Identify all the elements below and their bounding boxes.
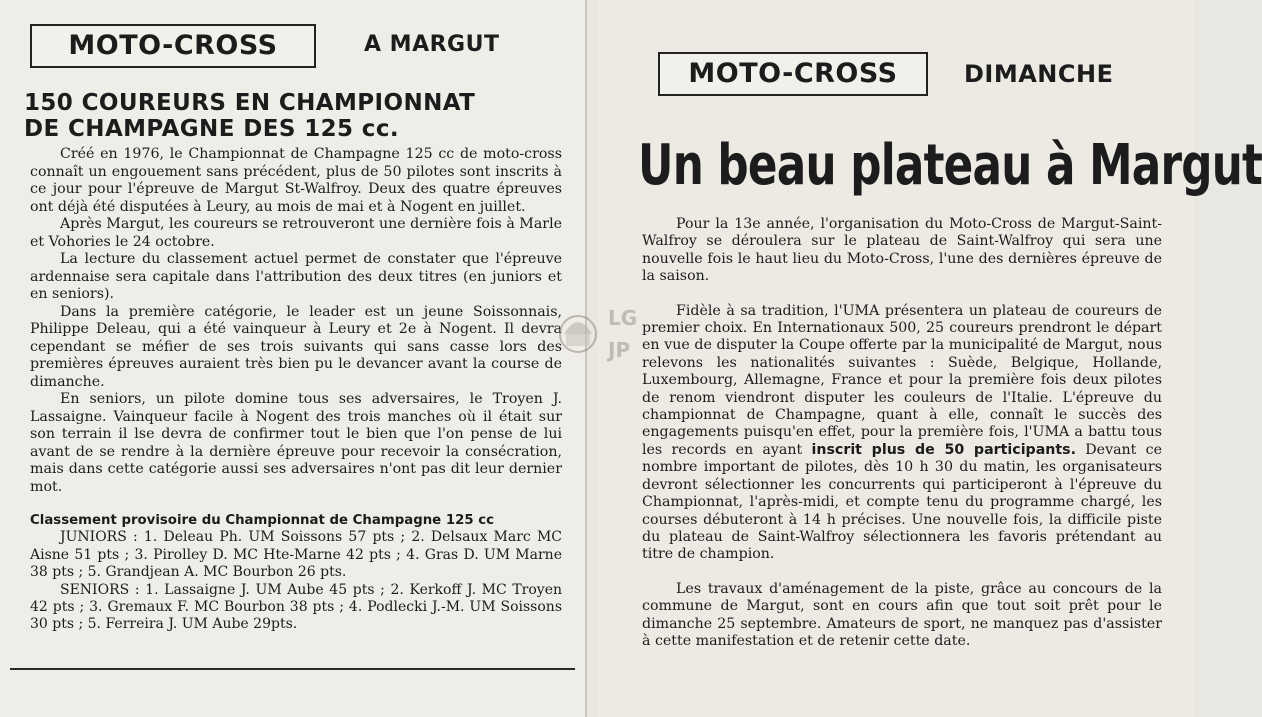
- left-paragraph: Créé en 1976, le Championnat de Champagne 125 cc de moto-cross connaît un engouement sans précédent, plus de 50 pilotes sont inscrits à ce jour pour l'épreuve de Margut St-Walfroy. Deux des quatre épreuves ont déjà été disputées à Leury, au mois de mai et à Nogent en juillet.: [30, 146, 562, 215]
- left-paragraph: Après Margut, les coureurs se retrouveront une dernière fois à Marle et Vohories le 24 octobre.: [30, 216, 562, 250]
- right-paragraph-2: [642, 303, 1162, 564]
- left-headline-line1: 150 COUREURS EN CHAMPIONNAT: [24, 90, 476, 116]
- bleed-through-text: [120, 676, 540, 698]
- left-article: [30, 146, 562, 496]
- left-paragraph: En seniors, un pilote domine tous ses adversaires, le Troyen J. Lassaigne. Vainqueur facile à Nogent des trois manches où il était sur son terrain il lse devra de confirmer tout le bien que l'on pense de lui avant de se rendre à la dernière épreuve pour recevoir la consécration, mais dans cette catégorie aussi ses adversaires n'ont pas dit leur dernier mot.: [30, 391, 562, 495]
- right-paragraph-3: Les travaux d'aménagement de la piste, grâce au concours de la commune de Margut, sont en cours afin que tout soit prêt pour le dimanche 25 septembre. Amateurs de sport, ne manquez pas d'assister à cette manifestation et de retenir cette date.: [642, 580, 1162, 649]
- left-headline-line2: DE CHAMPAGNE DES 125 cc.: [24, 116, 400, 142]
- right-paragraph-1: Pour la 13e année, l'organisation du Moto-Cross de Margut-Saint-Walfroy se déroulera sur le plateau de Saint-Walfroy qui sera une nouvelle fois le haut lieu du Moto-Cross, l'une des dernières épreuve de la saison.: [642, 216, 1162, 285]
- left-paragraph: Dans la première catégorie, le leader est un jeune Soissonnais, Philippe Deleau, qui a été vainqueur à Leury et 2e à Nogent. Il devra cependant se méfier de ses trois suivants qui sans casse lors des premières épreuves auraient très bien pu le devancer avant la course de dimanche.: [30, 303, 562, 390]
- participants-highlight: inscrit plus de 50 participants.: [811, 441, 1076, 458]
- right-box-title: MOTO-CROSS: [658, 52, 928, 96]
- left-paragraph: La lecture du classement actuel permet de constater que l'épreuve ardennaise sera capitale dans l'attribution des deux titres (en juniors et en seniors).: [30, 251, 562, 302]
- stamp-letters-bottom: JP: [608, 338, 631, 362]
- stamp-letters-top: LG: [608, 306, 638, 330]
- right-paragraph-2-part-b: Devant ce nombre important de pilotes, dès 10 h 30 du matin, les organisateurs devront sélectionner les concurrents qui participeront à l'épreuve du Championnat, l'après-midi, et compte tenu du programme chargé, les courses débuteront à 14 h précises. Une nouvelle fois, la difficile piste du plateau de Saint-Walfroy sélectionnera les favoris prétendant au titre de champion.: [642, 441, 1163, 563]
- standings-title: Classement provisoire du Championnat de Champagne 125 cc: [30, 513, 494, 528]
- standings-juniors: JUNIORS : 1. Deleau Ph. UM Soissons 57 pts ; 2. Delsaux Marc MC Aisne 51 pts ; 3. Pirolley D. MC Hte-Marne 42 pts ; 4. Gras D. UM Marne 38 pts ; 5. Grandjean A. MC Bourbon 26 pts.: [30, 529, 562, 581]
- right-headline: Un beau plateau à Margut: [638, 133, 1262, 198]
- collector-stamp: [556, 300, 652, 376]
- right-clipping: [598, 0, 1262, 717]
- stamp-helmet-icon: [556, 300, 652, 376]
- standings-seniors: SENIORS : 1. Lassaigne J. UM Aube 45 pts ; 2. Kerkoff J. MC Troyen 42 pts ; 3. Gremaux F. MC Bourbon 38 pts ; 4. Podlecki J.-M. UM Soissons 30 pts ; 5. Ferreira J. UM Aube 29pts.: [30, 581, 562, 633]
- right-paragraph-2-part-a: Fidèle à sa tradition, l'UMA présentera un plateau de coureurs de premier choix. En Internationaux 500, 25 coureurs prendront le départ en vue de disputer la Coupe offerte par la municipalité de Margut, nous relevons les nationalités suivantes : Suède, Belgique, Hollande, Luxembourg, Allemagne, France et pour la première fois deux pilotes de renom viendront disputer les couleurs de l'Italie. L'épreuve du championnat de Champagne, quant à elle, connaît le succès des engagements puisqu'en effet, pour la première fois, l'UMA a battu tous les records en ayant: [642, 302, 1162, 458]
- bottom-rule: [10, 668, 575, 670]
- right-article: [642, 216, 1162, 667]
- left-headline: [24, 90, 569, 142]
- standings: [30, 512, 562, 634]
- left-box-title: MOTO-CROSS: [30, 24, 316, 68]
- right-day: DIMANCHE: [964, 60, 1114, 88]
- left-clipping: [0, 0, 587, 717]
- left-location: A MARGUT: [364, 32, 500, 57]
